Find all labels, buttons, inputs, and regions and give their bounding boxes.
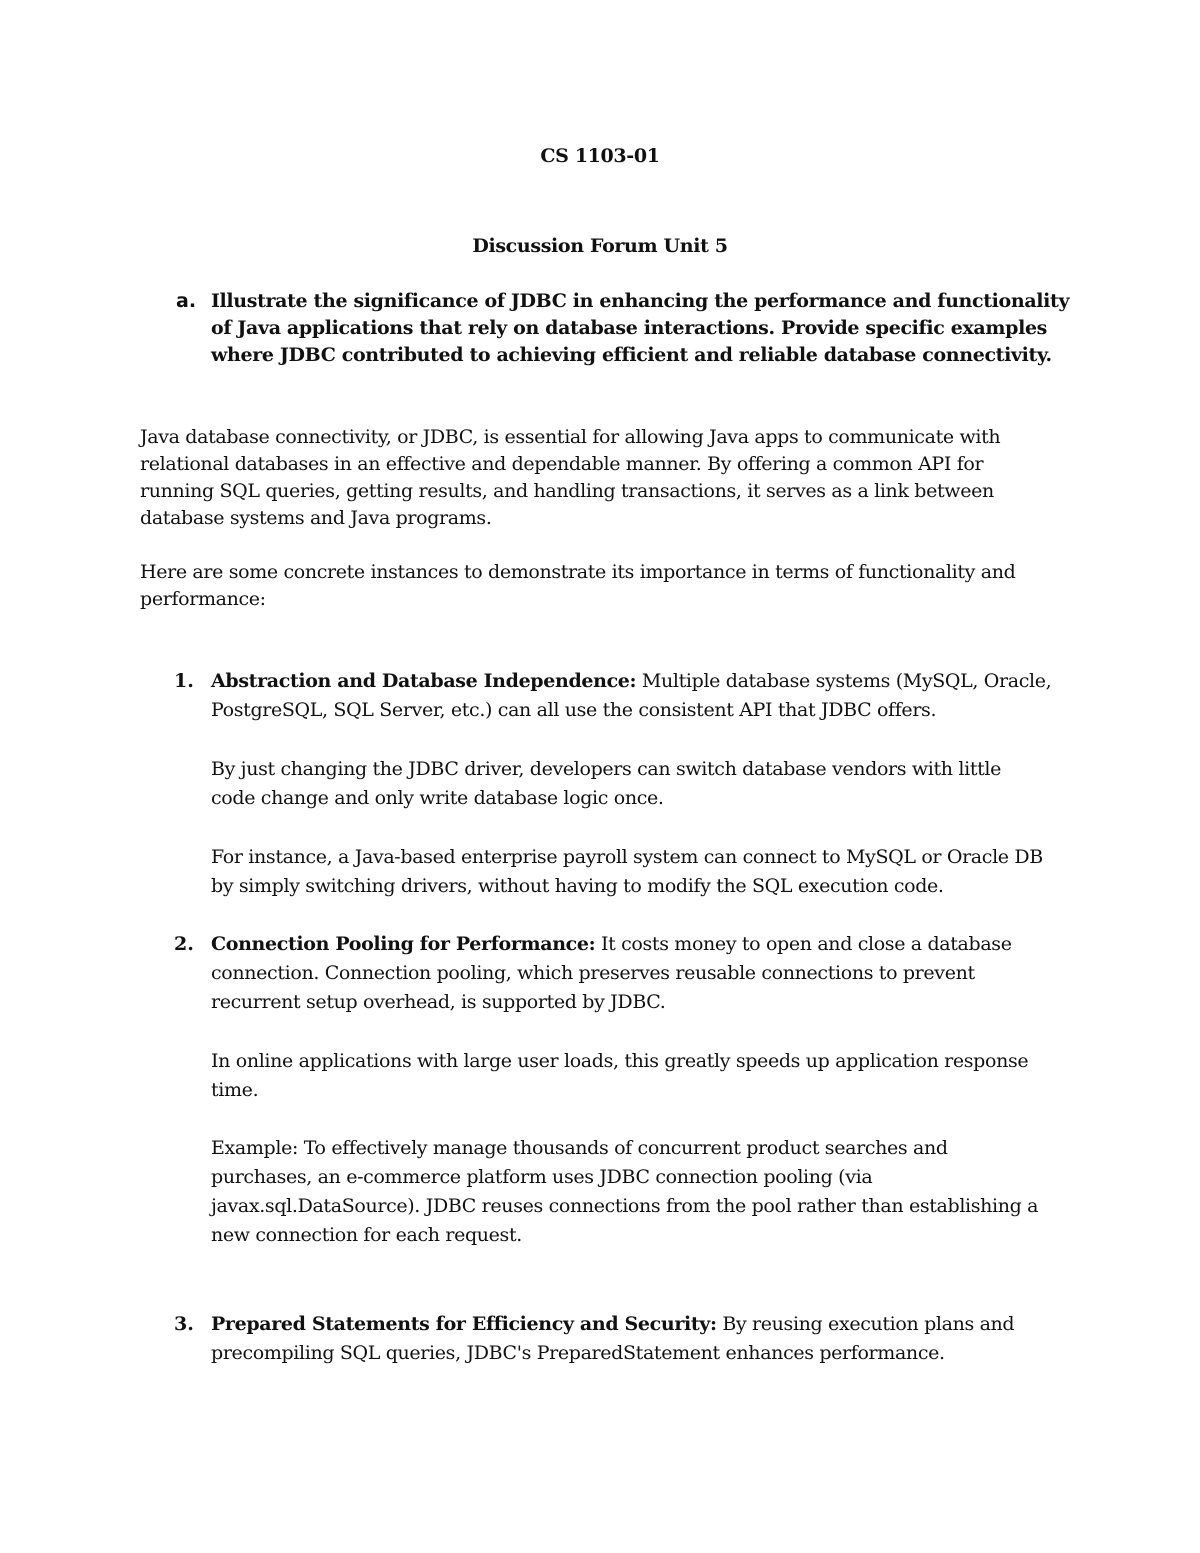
list-item-line: PostgreSQL, SQL Server, etc.) can all use the consistent API that JDBC offers.: [211, 699, 937, 721]
list-item-line: connection. Connection pooling, which preserves reusable connections to prevent: [211, 962, 975, 984]
list-item-line: code change and only write database logic once.: [211, 787, 664, 809]
list-item-first-line: [211, 1310, 1014, 1338]
list-item-first-line: [211, 667, 1051, 695]
list-item-heading: Connection Pooling for Performance:: [211, 933, 596, 955]
intro-line: performance:: [140, 588, 266, 610]
page-title: Discussion Forum Unit 5: [472, 235, 728, 257]
list-item-text: Multiple database systems (MySQL, Oracle,: [636, 670, 1052, 692]
list-item-text: It costs money to open and close a database: [595, 933, 1012, 955]
intro-line: Java database connectivity, or JDBC, is essential for allowing Java apps to communicate with: [140, 426, 1001, 448]
intro-line: relational databases in an effective and dependable manner. By offering a common API for: [140, 453, 984, 475]
intro-line: database systems and Java programs.: [140, 507, 492, 529]
list-item-line: purchases, an e-commerce platform uses JDBC connection pooling (via: [211, 1166, 873, 1188]
list-item-line: time.: [211, 1079, 259, 1101]
list-number: 2.: [174, 933, 194, 955]
intro-line: running SQL queries, getting results, and handling transactions, it serves as a link between: [140, 480, 994, 502]
list-item-line: By just changing the JDBC driver, developers can switch database vendors with little: [211, 758, 1002, 780]
list-item-line: new connection for each request.: [211, 1224, 522, 1246]
list-item-line: For instance, a Java-based enterprise payroll system can connect to MySQL or Oracle DB: [211, 846, 1043, 868]
list-item-line: by simply switching drivers, without having to modify the SQL execution code.: [211, 875, 944, 897]
list-number: 3.: [174, 1313, 194, 1335]
list-number: 1.: [174, 670, 194, 692]
list-item-line: Example: To effectively manage thousands of concurrent product searches and: [211, 1137, 948, 1159]
question-line: of Java applications that rely on database interactions. Provide specific examples: [211, 317, 1048, 339]
list-item-heading: Prepared Statements for Efficiency and Security:: [211, 1313, 717, 1335]
question-marker: a.: [176, 290, 197, 312]
course-code: CS 1103-01: [540, 145, 660, 167]
list-item-line: precompiling SQL queries, JDBC's PreparedStatement enhances performance.: [211, 1342, 945, 1364]
list-item-text: By reusing execution plans and: [716, 1313, 1015, 1335]
list-item-heading: Abstraction and Database Independence:: [211, 670, 637, 692]
question-line: where JDBC contributed to achieving efficient and reliable database connectivity.: [211, 344, 1052, 366]
list-item-line: In online applications with large user loads, this greatly speeds up application response: [211, 1050, 1029, 1072]
question-line: Illustrate the significance of JDBC in enhancing the performance and functionality: [211, 290, 1070, 312]
list-item-line: javax.sql.DataSource). JDBC reuses connections from the pool rather than establishing a: [211, 1195, 1039, 1217]
list-item-line: recurrent setup overhead, is supported by JDBC.: [211, 991, 666, 1013]
list-item-first-line: [211, 930, 1012, 958]
intro-line: Here are some concrete instances to demonstrate its importance in terms of functionality and: [140, 561, 1016, 583]
